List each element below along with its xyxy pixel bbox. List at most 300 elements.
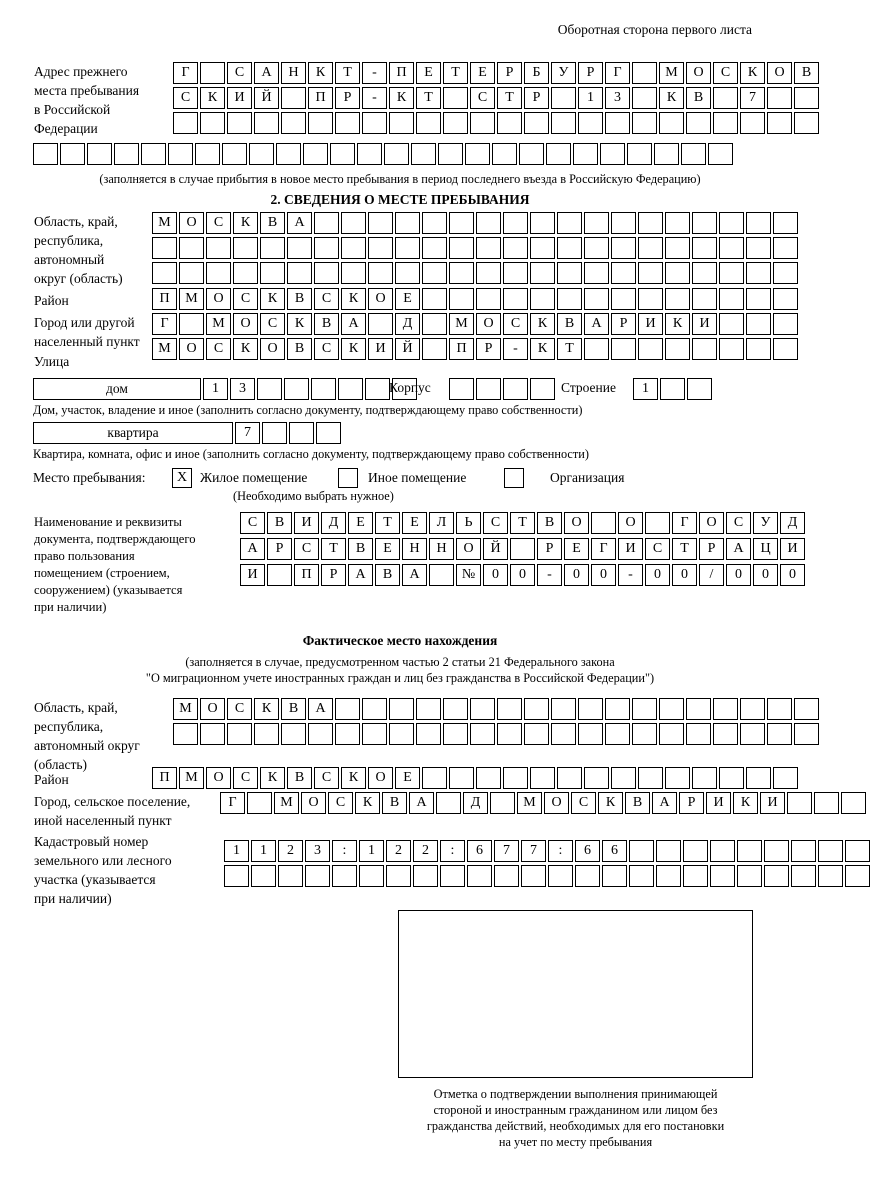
char-cell[interactable]: И: [618, 538, 643, 560]
char-cell[interactable]: П: [294, 564, 319, 586]
char-cell[interactable]: Д: [321, 512, 346, 534]
char-cell[interactable]: [476, 237, 501, 259]
char-cell[interactable]: [773, 313, 798, 335]
char-cell[interactable]: [476, 262, 501, 284]
char-cell[interactable]: [551, 698, 576, 720]
char-cell[interactable]: [206, 237, 231, 259]
section3-district-cells[interactable]: [152, 767, 800, 792]
char-cell[interactable]: [413, 865, 438, 887]
char-cell[interactable]: Е: [402, 512, 427, 534]
char-cell[interactable]: [584, 288, 609, 310]
char-cell[interactable]: [503, 237, 528, 259]
char-cell[interactable]: [845, 840, 870, 862]
char-cell[interactable]: [173, 112, 198, 134]
char-cell[interactable]: 1: [224, 840, 249, 862]
char-cell[interactable]: С: [227, 62, 252, 84]
char-cell[interactable]: К: [341, 338, 366, 360]
char-cell[interactable]: А: [254, 62, 279, 84]
char-cell[interactable]: [200, 62, 225, 84]
char-cell[interactable]: [429, 564, 454, 586]
char-cell[interactable]: [233, 237, 258, 259]
char-cell[interactable]: [521, 865, 546, 887]
char-cell[interactable]: [257, 378, 282, 400]
char-cell[interactable]: [638, 767, 663, 789]
char-cell[interactable]: [281, 723, 306, 745]
char-cell[interactable]: А: [409, 792, 434, 814]
char-cell[interactable]: У: [753, 512, 778, 534]
char-cell[interactable]: -: [618, 564, 643, 586]
char-cell[interactable]: С: [314, 767, 339, 789]
char-cell[interactable]: В: [557, 313, 582, 335]
char-cell[interactable]: М: [179, 767, 204, 789]
char-cell[interactable]: [787, 792, 812, 814]
char-cell[interactable]: [660, 378, 685, 400]
char-cell[interactable]: [638, 338, 663, 360]
char-cell[interactable]: [524, 698, 549, 720]
char-cell[interactable]: 2: [386, 840, 411, 862]
char-cell[interactable]: [632, 62, 657, 84]
char-cell[interactable]: К: [233, 338, 258, 360]
char-cell[interactable]: [308, 112, 333, 134]
char-cell[interactable]: С: [483, 512, 508, 534]
char-cell[interactable]: [794, 723, 819, 745]
char-cell[interactable]: К: [260, 288, 285, 310]
char-cell[interactable]: С: [240, 512, 265, 534]
char-cell[interactable]: [465, 143, 490, 165]
char-cell[interactable]: В: [287, 767, 312, 789]
char-cell[interactable]: О: [206, 288, 231, 310]
char-cell[interactable]: [818, 865, 843, 887]
char-cell[interactable]: С: [328, 792, 353, 814]
char-cell[interactable]: Й: [483, 538, 508, 560]
char-cell[interactable]: [665, 288, 690, 310]
char-cell[interactable]: [503, 767, 528, 789]
char-cell[interactable]: И: [227, 87, 252, 109]
char-cell[interactable]: [368, 262, 393, 284]
char-cell[interactable]: [341, 212, 366, 234]
char-cell[interactable]: [60, 143, 85, 165]
char-cell[interactable]: Г: [220, 792, 245, 814]
char-cell[interactable]: [338, 378, 363, 400]
char-cell[interactable]: О: [618, 512, 643, 534]
char-cell[interactable]: [287, 262, 312, 284]
char-cell[interactable]: [262, 422, 287, 444]
char-cell[interactable]: Е: [348, 512, 373, 534]
char-cell[interactable]: [311, 378, 336, 400]
stay-place-checkbox-organization[interactable]: [504, 468, 524, 488]
char-cell[interactable]: [490, 792, 515, 814]
char-cell[interactable]: [686, 723, 711, 745]
char-cell[interactable]: [713, 723, 738, 745]
char-cell[interactable]: [551, 112, 576, 134]
char-cell[interactable]: [467, 865, 492, 887]
char-cell[interactable]: [422, 237, 447, 259]
char-cell[interactable]: [195, 143, 220, 165]
char-cell[interactable]: [422, 338, 447, 360]
char-cell[interactable]: [584, 338, 609, 360]
char-cell[interactable]: [578, 698, 603, 720]
char-cell[interactable]: [395, 237, 420, 259]
stamp-box[interactable]: [398, 910, 753, 1078]
char-cell[interactable]: О: [179, 212, 204, 234]
char-cell[interactable]: [746, 212, 771, 234]
flat-cells[interactable]: [235, 422, 343, 447]
char-cell[interactable]: О: [456, 538, 481, 560]
char-cell[interactable]: К: [355, 792, 380, 814]
char-cell[interactable]: Ь: [456, 512, 481, 534]
char-cell[interactable]: 0: [645, 564, 670, 586]
char-cell[interactable]: /: [699, 564, 724, 586]
char-cell[interactable]: [449, 237, 474, 259]
char-cell[interactable]: [814, 792, 839, 814]
char-cell[interactable]: [314, 237, 339, 259]
char-cell[interactable]: [278, 865, 303, 887]
char-cell[interactable]: Т: [510, 512, 535, 534]
char-cell[interactable]: 0: [672, 564, 697, 586]
char-cell[interactable]: 2: [278, 840, 303, 862]
char-cell[interactable]: [276, 143, 301, 165]
char-cell[interactable]: [247, 792, 272, 814]
char-cell[interactable]: [656, 840, 681, 862]
char-cell[interactable]: Д: [463, 792, 488, 814]
char-cell[interactable]: [443, 698, 468, 720]
char-cell[interactable]: [719, 338, 744, 360]
char-cell[interactable]: [173, 723, 198, 745]
char-cell[interactable]: [168, 143, 193, 165]
char-cell[interactable]: [449, 767, 474, 789]
char-cell[interactable]: [411, 143, 436, 165]
char-cell[interactable]: [179, 262, 204, 284]
char-cell[interactable]: [260, 262, 285, 284]
char-cell[interactable]: М: [517, 792, 542, 814]
char-cell[interactable]: К: [530, 338, 555, 360]
char-cell[interactable]: М: [152, 212, 177, 234]
char-cell[interactable]: С: [233, 767, 258, 789]
char-cell[interactable]: [692, 338, 717, 360]
char-cell[interactable]: В: [686, 87, 711, 109]
char-cell[interactable]: [449, 378, 474, 400]
char-cell[interactable]: [530, 378, 555, 400]
char-cell[interactable]: Е: [395, 288, 420, 310]
char-cell[interactable]: М: [206, 313, 231, 335]
char-cell[interactable]: О: [179, 338, 204, 360]
char-cell[interactable]: [438, 143, 463, 165]
char-cell[interactable]: Т: [335, 62, 360, 84]
char-cell[interactable]: [638, 288, 663, 310]
char-cell[interactable]: [746, 338, 771, 360]
char-cell[interactable]: [179, 313, 204, 335]
char-cell[interactable]: [362, 723, 387, 745]
char-cell[interactable]: Г: [605, 62, 630, 84]
char-cell[interactable]: [114, 143, 139, 165]
char-cell[interactable]: [476, 212, 501, 234]
char-cell[interactable]: И: [240, 564, 265, 586]
char-cell[interactable]: Т: [672, 538, 697, 560]
char-cell[interactable]: [551, 723, 576, 745]
char-cell[interactable]: В: [260, 212, 285, 234]
char-cell[interactable]: [591, 512, 616, 534]
char-cell[interactable]: [841, 792, 866, 814]
char-cell[interactable]: Р: [476, 338, 501, 360]
char-cell[interactable]: [281, 112, 306, 134]
char-cell[interactable]: И: [638, 313, 663, 335]
char-cell[interactable]: А: [726, 538, 751, 560]
char-cell[interactable]: [602, 865, 627, 887]
char-cell[interactable]: [605, 112, 630, 134]
char-cell[interactable]: [492, 143, 517, 165]
char-cell[interactable]: [332, 865, 357, 887]
char-cell[interactable]: [719, 767, 744, 789]
char-cell[interactable]: С: [206, 212, 231, 234]
char-cell[interactable]: [440, 865, 465, 887]
char-cell[interactable]: [548, 865, 573, 887]
char-cell[interactable]: [365, 378, 390, 400]
char-cell[interactable]: [708, 143, 733, 165]
char-cell[interactable]: [605, 698, 630, 720]
char-cell[interactable]: Н: [281, 62, 306, 84]
char-cell[interactable]: У: [551, 62, 576, 84]
char-cell[interactable]: Т: [557, 338, 582, 360]
char-cell[interactable]: [422, 313, 447, 335]
char-cell[interactable]: П: [449, 338, 474, 360]
char-cell[interactable]: 1: [633, 378, 658, 400]
char-cell[interactable]: [656, 865, 681, 887]
char-cell[interactable]: Е: [564, 538, 589, 560]
char-cell[interactable]: П: [152, 288, 177, 310]
char-cell[interactable]: [719, 288, 744, 310]
char-cell[interactable]: №: [456, 564, 481, 586]
char-cell[interactable]: [436, 792, 461, 814]
char-cell[interactable]: -: [537, 564, 562, 586]
char-cell[interactable]: [692, 767, 717, 789]
char-cell[interactable]: [794, 87, 819, 109]
char-cell[interactable]: С: [470, 87, 495, 109]
char-cell[interactable]: [692, 262, 717, 284]
char-cell[interactable]: 3: [605, 87, 630, 109]
char-cell[interactable]: [719, 262, 744, 284]
section3-region-cells[interactable]: [173, 698, 821, 748]
char-cell[interactable]: [683, 840, 708, 862]
char-cell[interactable]: [179, 237, 204, 259]
char-cell[interactable]: С: [227, 698, 252, 720]
char-cell[interactable]: В: [537, 512, 562, 534]
char-cell[interactable]: [632, 87, 657, 109]
char-cell[interactable]: [746, 237, 771, 259]
char-cell[interactable]: [573, 143, 598, 165]
stay-place-checkbox-other[interactable]: [338, 468, 358, 488]
char-cell[interactable]: Е: [375, 538, 400, 560]
char-cell[interactable]: А: [348, 564, 373, 586]
prev-address-cells-row4[interactable]: [33, 143, 735, 168]
char-cell[interactable]: Р: [267, 538, 292, 560]
char-cell[interactable]: [335, 723, 360, 745]
char-cell[interactable]: 6: [575, 840, 600, 862]
char-cell[interactable]: [719, 212, 744, 234]
char-cell[interactable]: [557, 262, 582, 284]
char-cell[interactable]: С: [503, 313, 528, 335]
char-cell[interactable]: К: [665, 313, 690, 335]
char-cell[interactable]: М: [659, 62, 684, 84]
char-cell[interactable]: -: [503, 338, 528, 360]
char-cell[interactable]: А: [402, 564, 427, 586]
char-cell[interactable]: [557, 237, 582, 259]
char-cell[interactable]: [627, 143, 652, 165]
char-cell[interactable]: 7: [521, 840, 546, 862]
char-cell[interactable]: Г: [173, 62, 198, 84]
char-cell[interactable]: [629, 865, 654, 887]
char-cell[interactable]: Т: [416, 87, 441, 109]
char-cell[interactable]: В: [281, 698, 306, 720]
char-cell[interactable]: 0: [780, 564, 805, 586]
char-cell[interactable]: 2: [413, 840, 438, 862]
char-cell[interactable]: 6: [602, 840, 627, 862]
char-cell[interactable]: [476, 767, 501, 789]
char-cell[interactable]: [632, 723, 657, 745]
char-cell[interactable]: [681, 143, 706, 165]
char-cell[interactable]: [773, 262, 798, 284]
char-cell[interactable]: [578, 723, 603, 745]
char-cell[interactable]: М: [173, 698, 198, 720]
section2-region-cells[interactable]: [152, 212, 800, 287]
char-cell[interactable]: [746, 767, 771, 789]
char-cell[interactable]: [470, 698, 495, 720]
char-cell[interactable]: [497, 723, 522, 745]
char-cell[interactable]: Л: [429, 512, 454, 534]
char-cell[interactable]: Р: [335, 87, 360, 109]
char-cell[interactable]: [692, 237, 717, 259]
char-cell[interactable]: [152, 237, 177, 259]
char-cell[interactable]: [389, 112, 414, 134]
section2-district-cells[interactable]: [152, 288, 800, 313]
char-cell[interactable]: [443, 112, 468, 134]
char-cell[interactable]: [611, 767, 636, 789]
char-cell[interactable]: [665, 262, 690, 284]
char-cell[interactable]: [746, 288, 771, 310]
char-cell[interactable]: [746, 262, 771, 284]
char-cell[interactable]: [611, 262, 636, 284]
char-cell[interactable]: [422, 262, 447, 284]
char-cell[interactable]: С: [726, 512, 751, 534]
char-cell[interactable]: М: [152, 338, 177, 360]
char-cell[interactable]: Б: [524, 62, 549, 84]
char-cell[interactable]: [665, 338, 690, 360]
char-cell[interactable]: [687, 378, 712, 400]
char-cell[interactable]: [281, 87, 306, 109]
char-cell[interactable]: [818, 840, 843, 862]
char-cell[interactable]: [362, 698, 387, 720]
char-cell[interactable]: О: [368, 288, 393, 310]
char-cell[interactable]: [713, 112, 738, 134]
char-cell[interactable]: 1: [203, 378, 228, 400]
char-cell[interactable]: [665, 767, 690, 789]
char-cell[interactable]: В: [794, 62, 819, 84]
char-cell[interactable]: Т: [375, 512, 400, 534]
char-cell[interactable]: [578, 112, 603, 134]
char-cell[interactable]: [422, 767, 447, 789]
char-cell[interactable]: М: [274, 792, 299, 814]
char-cell[interactable]: Д: [780, 512, 805, 534]
char-cell[interactable]: [794, 112, 819, 134]
char-cell[interactable]: [659, 112, 684, 134]
char-cell[interactable]: Г: [152, 313, 177, 335]
char-cell[interactable]: [416, 723, 441, 745]
char-cell[interactable]: [773, 212, 798, 234]
char-cell[interactable]: П: [389, 62, 414, 84]
char-cell[interactable]: [530, 237, 555, 259]
char-cell[interactable]: 1: [359, 840, 384, 862]
char-cell[interactable]: [449, 288, 474, 310]
char-cell[interactable]: [767, 87, 792, 109]
char-cell[interactable]: В: [375, 564, 400, 586]
document-cells[interactable]: [240, 512, 807, 590]
char-cell[interactable]: [740, 723, 765, 745]
char-cell[interactable]: [557, 767, 582, 789]
char-cell[interactable]: [341, 262, 366, 284]
char-cell[interactable]: [773, 767, 798, 789]
char-cell[interactable]: И: [760, 792, 785, 814]
char-cell[interactable]: [530, 262, 555, 284]
char-cell[interactable]: К: [530, 313, 555, 335]
char-cell[interactable]: [314, 262, 339, 284]
char-cell[interactable]: [503, 378, 528, 400]
char-cell[interactable]: И: [780, 538, 805, 560]
char-cell[interactable]: [87, 143, 112, 165]
char-cell[interactable]: К: [341, 288, 366, 310]
char-cell[interactable]: [737, 865, 762, 887]
char-cell[interactable]: [449, 212, 474, 234]
char-cell[interactable]: Т: [321, 538, 346, 560]
char-cell[interactable]: С: [314, 338, 339, 360]
char-cell[interactable]: П: [152, 767, 177, 789]
char-cell[interactable]: С: [233, 288, 258, 310]
char-cell[interactable]: А: [584, 313, 609, 335]
char-cell[interactable]: Н: [429, 538, 454, 560]
char-cell[interactable]: [359, 865, 384, 887]
char-cell[interactable]: [152, 262, 177, 284]
char-cell[interactable]: [764, 865, 789, 887]
char-cell[interactable]: [740, 112, 765, 134]
char-cell[interactable]: [389, 698, 414, 720]
char-cell[interactable]: -: [362, 87, 387, 109]
char-cell[interactable]: Р: [699, 538, 724, 560]
char-cell[interactable]: А: [341, 313, 366, 335]
char-cell[interactable]: [362, 112, 387, 134]
char-cell[interactable]: [665, 212, 690, 234]
char-cell[interactable]: Н: [402, 538, 427, 560]
char-cell[interactable]: [368, 313, 393, 335]
char-cell[interactable]: [260, 237, 285, 259]
char-cell[interactable]: С: [314, 288, 339, 310]
char-cell[interactable]: 0: [726, 564, 751, 586]
char-cell[interactable]: О: [368, 767, 393, 789]
char-cell[interactable]: [422, 212, 447, 234]
char-cell[interactable]: Р: [578, 62, 603, 84]
char-cell[interactable]: О: [686, 62, 711, 84]
char-cell[interactable]: 7: [740, 87, 765, 109]
char-cell[interactable]: О: [476, 313, 501, 335]
char-cell[interactable]: [665, 237, 690, 259]
char-cell[interactable]: [314, 212, 339, 234]
char-cell[interactable]: [224, 865, 249, 887]
char-cell[interactable]: [611, 237, 636, 259]
char-cell[interactable]: [510, 538, 535, 560]
char-cell[interactable]: [368, 212, 393, 234]
char-cell[interactable]: [524, 112, 549, 134]
char-cell[interactable]: [600, 143, 625, 165]
char-cell[interactable]: 0: [564, 564, 589, 586]
char-cell[interactable]: [494, 865, 519, 887]
char-cell[interactable]: [773, 288, 798, 310]
